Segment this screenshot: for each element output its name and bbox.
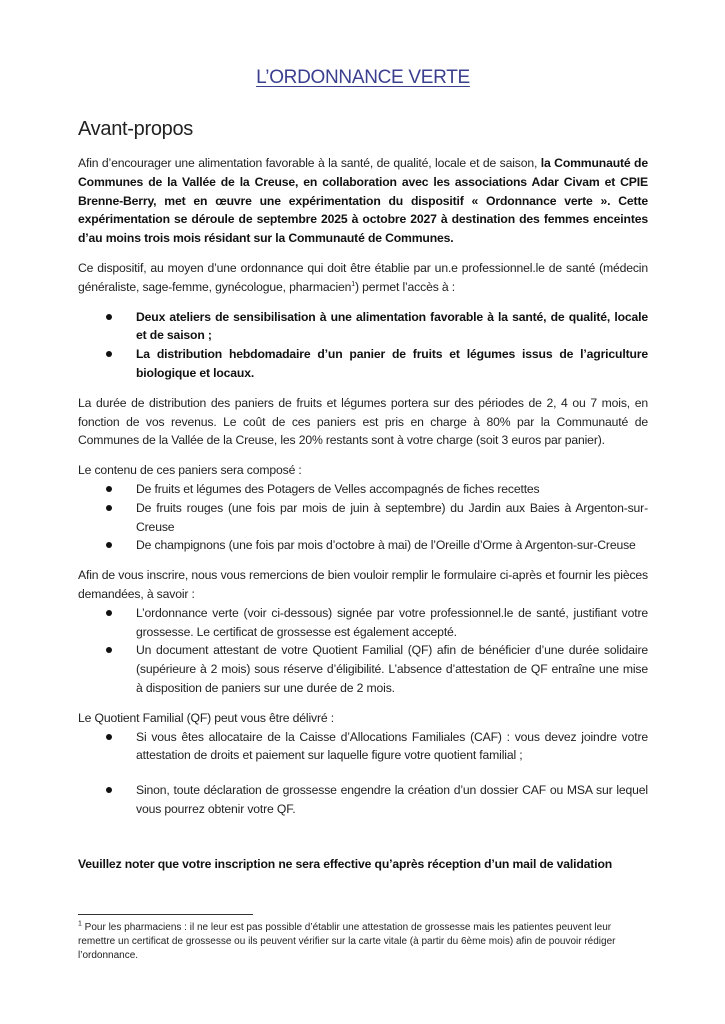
dispositif-text-end: ) permet l’accès à :	[355, 279, 455, 294]
list-item	[78, 308, 648, 346]
dispositif-paragraph	[78, 259, 648, 297]
dispositif-list	[78, 308, 648, 383]
intro-paragraph	[78, 154, 648, 248]
footnote-reference[interactable]: 1	[351, 280, 356, 288]
dispositif-text: Ce dispositif, au moyen d’une ordonnance qui doit être établie par un.e professionnel.le de santé (médecin généraliste, sage-femme, gynécologue, pharmacien	[78, 260, 648, 294]
section-heading: Avant-propos	[78, 118, 193, 140]
list-item: Sinon, toute déclaration de grossesse engendre la création d’un dossier CAF ou MSA sur lequel vous pourrez obtenir votre QF.	[78, 781, 648, 819]
duree-paragraph: La durée de distribution des paniers de fruits et légumes portera sur des périodes de 2, 4 ou 7 mois, en fonction de vos revenus. Le coût de ces paniers est pris en charge à 80% par la Communauté de Communes de la Vallée de la Creuse, les 20% restants sont à votre charge (soit 3 euros par panier).	[78, 395, 648, 448]
list-item: L’ordonnance verte (voir ci-dessous) signée par votre professionnel.le de santé, justifiant votre grossesse. Le certificat de grossesse est également accepté.	[78, 604, 648, 642]
list-item: De fruits et légumes des Potagers de Velles accompagnés de fiches recettes	[78, 480, 648, 499]
intro-bold-text: la Communauté de Communes de la Vallée de la Creuse, en collaboration avec les associations Adar Civam et CPIE Brenne-Berry, met en œuvre une expérimentation du dispositif « Ordonnance verte ». Cette expérimentation se déroule de septembre 2025 à octobre 2027 à destination des femmes enceintes d’au moins trois mois résidant sur la Communauté de Communes.	[78, 156, 648, 246]
footnote-divider	[78, 914, 253, 915]
intro-text: Afin d’encourager une alimentation favorable à la santé, de qualité, locale et de saison,	[78, 156, 541, 170]
contenu-section	[78, 461, 648, 555]
list-item: Un document attestant de votre Quotient Familial (QF) afin de bénéficier d’une durée solidaire (supérieure à 2 mois) sous réserve d’éligibilité. L’absence d’attestation de QF entraîne une mise à disposition de paniers sur une durée de 2 mois.	[78, 641, 648, 697]
qf-section	[78, 709, 648, 819]
list-item	[78, 345, 648, 383]
validation-note	[78, 855, 648, 874]
validation-note-text: Veuillez noter que votre inscription ne sera effective qu’après réception d’un mail de validation	[78, 856, 613, 871]
footnote-text: Pour les pharmaciens : il ne leur est pas possible d’établir une attestation de grossesse mais les patientes peuvent leur remettre un certificat de grossesse ou ils peuvent vérifier sur la carte vitale (à partir du 6ème mois) afin de pouvoir rédiger l’ordonnance.	[78, 921, 616, 961]
contenu-intro: Le contenu de ces paniers sera composé :	[78, 463, 302, 478]
footnote	[78, 921, 648, 963]
list-item: Si vous êtes allocataire de la Caisse d’Allocations Familiales (CAF) : vous devez joindre votre attestation de droits et paiement sur laquelle figure votre quotient familial ;	[78, 728, 648, 766]
list-item: De fruits rouges (une fois par mois de juin à septembre) du Jardin aux Baies à Argenton-sur-Creuse	[78, 499, 648, 537]
document-title: L’ORDONNANCE VERTE	[256, 67, 470, 88]
footnote-number: 1	[78, 920, 82, 928]
qf-intro: Le Quotient Familial (QF) peut vous être délivré :	[78, 710, 334, 725]
inscription-section	[78, 566, 648, 698]
list-item: De champignons (une fois par mois d’octobre à mai) de l’Oreille d’Orme à Argenton-sur-Creuse	[78, 536, 648, 555]
list-item-text: La distribution hebdomadaire d’un panier de fruits et légumes issus de l’agriculture biologique et locaux.	[136, 347, 648, 380]
list-item-text: Deux ateliers de sensibilisation à une alimentation favorable à la santé, de qualité, locale et de saison ;	[136, 309, 648, 343]
inscription-intro: Afin de vous inscrire, nous vous remercions de bien vouloir remplir le formulaire ci-après et fournir les pièces demandées, à savoir :	[78, 568, 648, 601]
